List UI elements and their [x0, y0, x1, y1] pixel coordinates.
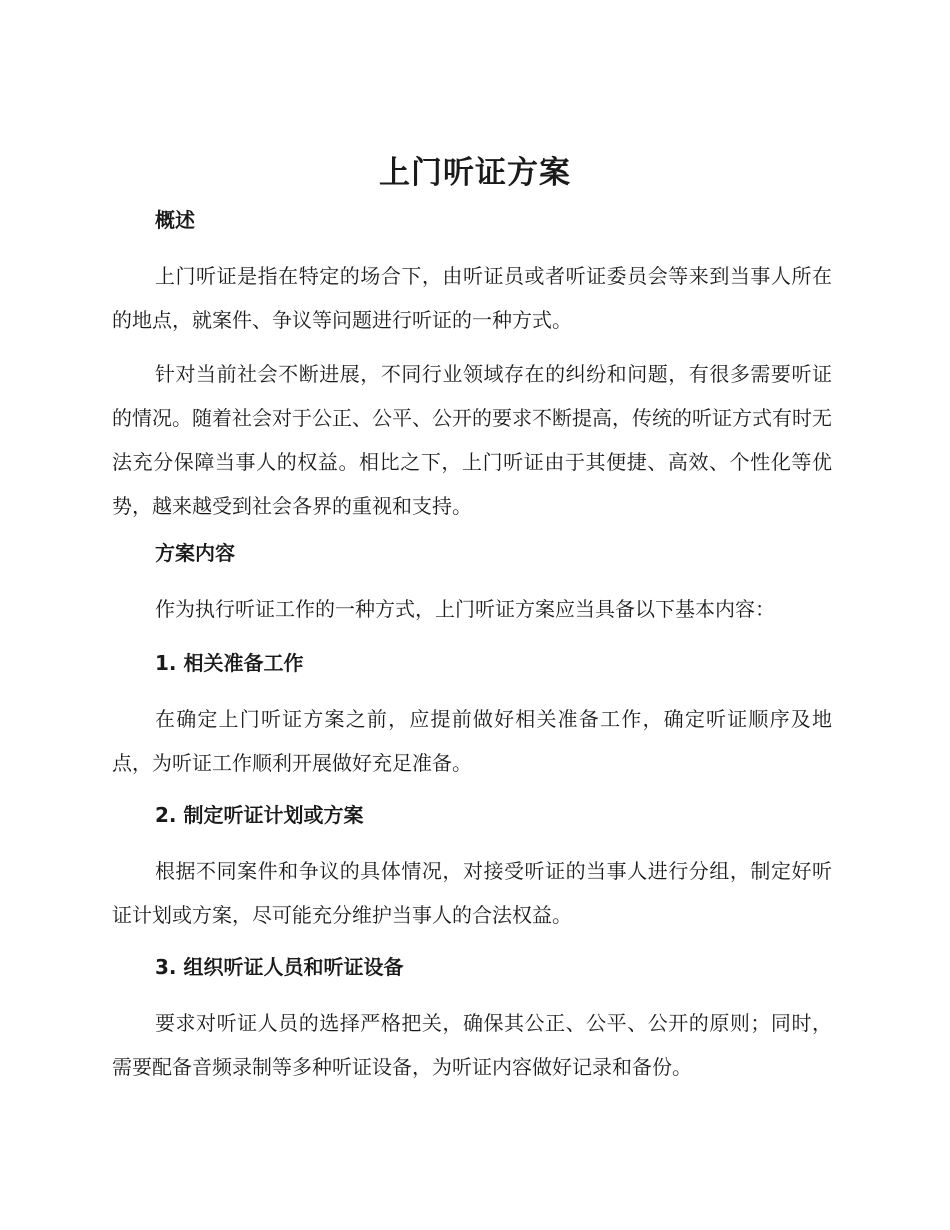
- overview-paragraph-1: 上门听证是指在特定的场合下，由听证员或者听证委员会等来到当事人所在的地点，就案件、争议等问题进行听证的一种方式。: [112, 264, 832, 332]
- item-heading-1: 1. 相关准备工作: [155, 651, 304, 675]
- section-heading-content: 方案内容: [155, 541, 235, 565]
- content-intro-paragraph: 作为执行听证工作的一种方式，上门听证方案应当具备以下基本内容：: [155, 597, 775, 621]
- item-paragraph-1: 在确定上门听证方案之前，应提前做好相关准备工作，确定听证顺序及地点，为听证工作顺利开展做好充足准备。: [112, 707, 832, 775]
- section-heading-overview: 概述: [155, 208, 195, 232]
- item-paragraph-3: 要求对听证人员的选择严格把关，确保其公正、公平、公开的原则；同时，需要配备音频录制等多种听证设备，为听证内容做好记录和备份。: [112, 1011, 832, 1079]
- item-heading-3: 3. 组织听证人员和听证设备: [155, 955, 404, 979]
- item-heading-2: 2. 制定听证计划或方案: [155, 803, 364, 827]
- item-paragraph-2: 根据不同案件和争议的具体情况，对接受听证的当事人进行分组，制定好听证计划或方案，尽可能充分维护当事人的合法权益。: [112, 859, 832, 927]
- document-title: 上门听证方案: [379, 155, 571, 191]
- overview-paragraph-2: 针对当前社会不断进展，不同行业领域存在的纠纷和问题，有很多需要听证的情况。随着社会对于公正、公平、公开的要求不断提高，传统的听证方式有时无法充分保障当事人的权益。相比之下，上门听证由于其便捷、高效、个性化等优势，越来越受到社会各界的重视和支持。: [112, 362, 832, 518]
